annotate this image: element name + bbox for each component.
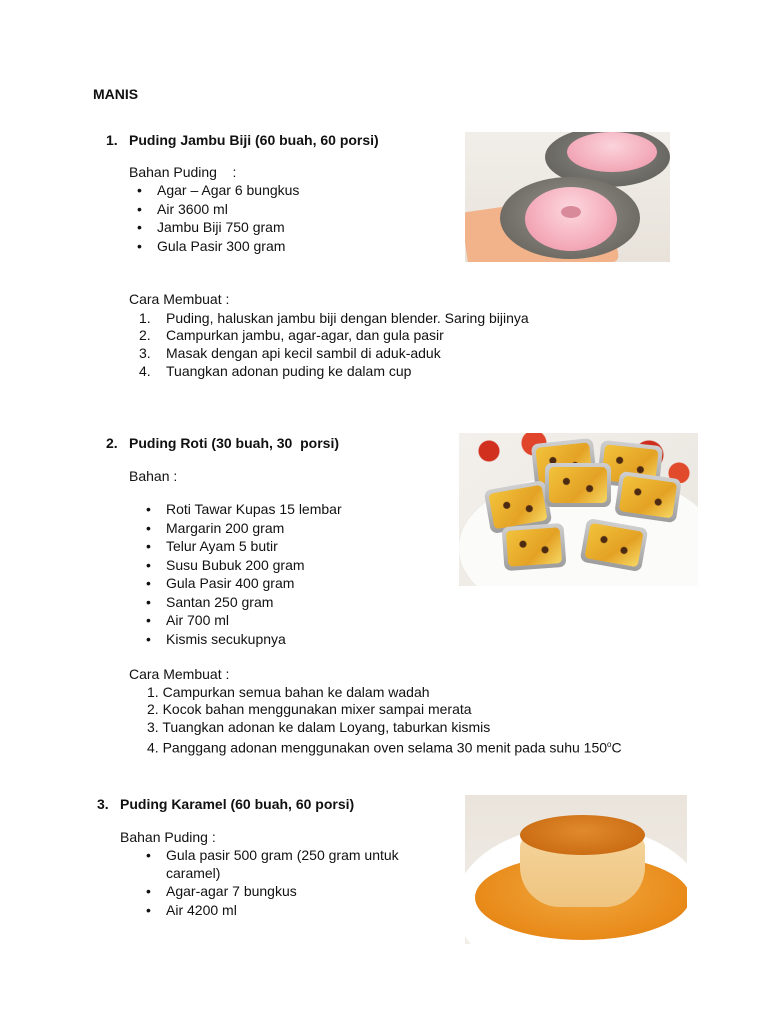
step-number: 1. (147, 684, 159, 700)
step-text: Puding, haluskan jambu biji dengan blender. Saring bijinya (166, 310, 529, 326)
step-text: Kocok bahan menggunakan mixer sampai merata (162, 701, 472, 717)
recipe-2-ingredient-list (166, 500, 342, 648)
list-item: • Gula pasir 500 gram (250 gram untuk caramel) (166, 846, 414, 882)
step-text: Tuangkan adonan ke dalam Loyang, taburkan kismis (162, 719, 491, 735)
step-line (147, 683, 430, 701)
list-item: • Kismis secukupnya (166, 630, 342, 649)
list-item: • Agar-agar 7 bungkus (166, 882, 414, 901)
list-item: • Air 4200 ml (166, 901, 414, 920)
bread-pudding-photo (459, 433, 698, 586)
list-item: • Air 700 ml (166, 611, 342, 630)
step-number: 2. (139, 327, 151, 343)
recipe-2-number: 2. (106, 435, 118, 451)
recipe-2-ingredients-label: Bahan : (129, 468, 178, 484)
list-item: • Gula Pasir 400 gram (166, 574, 342, 593)
step-text: Campurkan semua bahan ke dalam wadah (162, 684, 430, 700)
step-number: 1. (139, 310, 151, 326)
step-number: 3. (147, 719, 159, 735)
page-heading: MANIS (93, 86, 139, 102)
step-line (147, 736, 622, 757)
step-number: 2. (147, 701, 159, 717)
step-text-suffix: C (611, 739, 622, 756)
list-item: • Santan 250 gram (166, 593, 342, 612)
step-text: Tuangkan adonan puding ke dalam cup (166, 363, 412, 379)
step-number: 4. (147, 739, 159, 756)
list-item: • Susu Bubuk 200 gram (166, 556, 342, 575)
pink-guava-pudding-photo (465, 132, 670, 262)
recipe-1-title: Puding Jambu Biji (60 buah, 60 porsi) (129, 132, 379, 148)
step-line (147, 718, 490, 736)
step-text: Masak dengan api kecil sambil di aduk-aduk (166, 345, 441, 361)
list-item: • Roti Tawar Kupas 15 lembar (166, 500, 342, 519)
recipe-2-title: Puding Roti (30 buah, 30 porsi) (129, 435, 340, 451)
degree-sup: o (607, 740, 612, 749)
list-item: • Telur Ayam 5 butir (166, 537, 342, 556)
list-item: • Jambu Biji 750 gram (157, 218, 299, 237)
recipe-2-method-label: Cara Membuat : (129, 666, 230, 682)
step-line (147, 700, 472, 718)
recipe-3-ingredient-list (166, 846, 414, 919)
recipe-1-ingredient-list (157, 181, 299, 255)
list-item: • Gula Pasir 300 gram (157, 237, 299, 256)
step-text: Campurkan jambu, agar-agar, dan gula pasir (166, 327, 444, 343)
list-item: • Margarin 200 gram (166, 519, 342, 538)
step-number: 3. (139, 345, 151, 361)
caramel-pudding-photo (465, 795, 687, 944)
recipe-1-ingredients-label: Bahan Puding : (129, 164, 237, 180)
recipe-1-number: 1. (106, 132, 118, 148)
recipe-3-ingredients-label: Bahan Puding : (120, 829, 216, 845)
step-text: Panggang adonan menggunakan oven selama 30 menit pada suhu 150 (162, 739, 608, 756)
recipe-3-number: 3. (97, 796, 109, 812)
recipe-1-method-label: Cara Membuat : (129, 291, 230, 307)
recipe-3-title: Puding Karamel (60 buah, 60 porsi) (120, 796, 355, 812)
step-number: 4. (139, 363, 151, 379)
list-item: • Air 3600 ml (157, 200, 299, 219)
list-item: • Agar – Agar 6 bungkus (157, 181, 299, 200)
